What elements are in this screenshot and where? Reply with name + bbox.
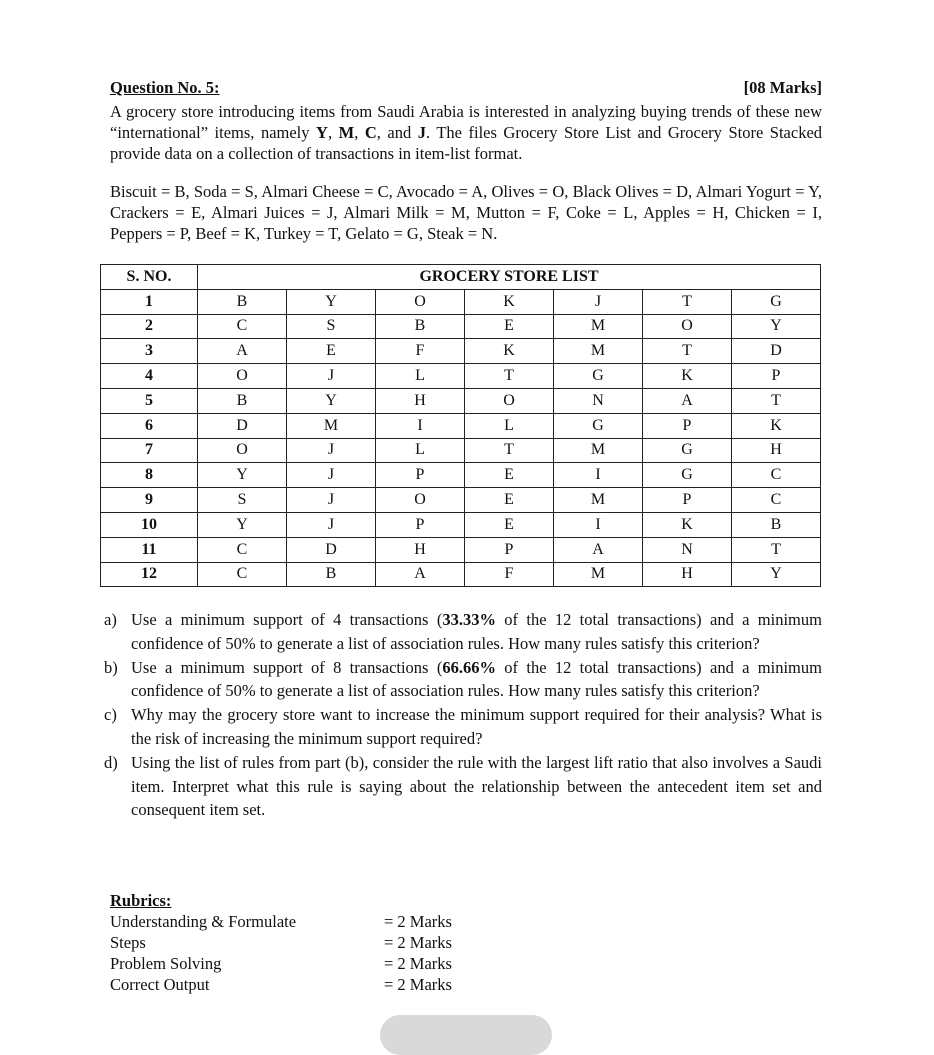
item-cell: P [732,364,821,389]
table-row [101,289,821,314]
item-cell: C [198,562,287,587]
table-row [101,562,821,587]
item-cell: B [198,388,287,413]
text: of the 12 total transactions) and a minimum confidence of 50% to generate a list of association rules. How many rules satisfy this criterion? [131,657,822,701]
part-text: Using the list of rules from part (b), consider the rule with the largest lift ratio that also involves a Saudi item. Interpret what this rule is saying about the relationship between the antecedent item set and consequent item set. [131,752,822,820]
item-cell: E [465,512,554,537]
table-row [101,438,821,463]
row-number: 11 [101,537,198,562]
rubric-label: Understanding & Formulate [110,912,297,931]
item-cell: C [198,537,287,562]
item-cell: K [465,339,554,364]
item-cell: J [287,488,376,513]
item-cell: S [198,488,287,513]
item-m: M [338,123,355,142]
item-cell: O [465,388,554,413]
text: Use a minimum support of 8 transactions ( [131,657,443,677]
item-cell: S [287,314,376,339]
rubric-row [110,953,452,974]
part-d [104,751,822,822]
item-cell: G [643,463,732,488]
scroll-handle[interactable] [380,1015,552,1055]
item-cell: G [554,364,643,389]
part-text [131,608,822,656]
text: of the 12 total transactions) and a minimum confidence of 50% to generate a list of association rules. How many rules satisfy this criterion? [131,610,822,653]
table-row [101,463,821,488]
item-cell: L [465,413,554,438]
item-cell: T [465,438,554,463]
table-row [101,388,821,413]
sep: , and [376,123,418,142]
item-c: C [364,123,377,142]
rubric-value: = 2 Marks [384,954,452,973]
item-cell: K [465,289,554,314]
item-cell: J [554,289,643,314]
item-cell: T [465,364,554,389]
item-cell: P [465,537,554,562]
row-number: 4 [101,364,198,389]
item-cell: J [287,463,376,488]
item-cell: Y [732,562,821,587]
row-number: 12 [101,562,198,587]
item-cell: C [732,463,821,488]
table-row [101,314,821,339]
item-cell: E [465,314,554,339]
rubrics [110,890,452,995]
item-cell: F [376,339,465,364]
rubric-row [110,911,452,932]
table-row [101,339,821,364]
rubric-label: Correct Output [110,975,210,994]
rubric-value: = 2 Marks [384,933,452,952]
item-cell: T [732,537,821,562]
item-cell: O [198,438,287,463]
item-cell: D [287,537,376,562]
item-cell: T [643,339,732,364]
row-number: 5 [101,388,198,413]
question-marks: [08 Marks] [743,78,822,97]
part-label: a) [104,610,117,629]
table-row [101,364,821,389]
item-cell: P [376,512,465,537]
row-number: 3 [101,339,198,364]
item-cell: G [643,438,732,463]
item-cell: C [732,488,821,513]
support-percent: 33.33% [442,610,496,629]
part-b [104,656,822,704]
item-cell: K [643,512,732,537]
item-cell: G [554,413,643,438]
table-row [101,537,821,562]
item-cell: I [376,413,465,438]
item-cell: A [554,537,643,562]
item-cell: D [732,339,821,364]
item-cell: Y [732,314,821,339]
item-cell: B [376,314,465,339]
row-number: 8 [101,463,198,488]
item-cell: J [287,512,376,537]
item-cell: O [643,314,732,339]
item-cell: N [643,537,732,562]
part-c [104,703,822,751]
item-cell: I [554,512,643,537]
item-cell: C [198,314,287,339]
item-cell: Y [287,289,376,314]
item-cell: L [376,438,465,463]
item-cell: H [376,388,465,413]
item-y: Y [316,123,328,142]
rubric-row [110,932,452,953]
item-cell: B [287,562,376,587]
item-legend: Biscuit = B, Soda = S, Almari Cheese = C, Avocado = A, Olives = O, Black Olives = D, Almari Yogurt = Y, Crackers = E, Almari Juices = J, Almari Milk = M, Mutton = F, Coke = L, Apples = H, Chicken = I, Peppers = P, Beef = K, Turkey = T, Gelato = G, Steak = N. [110,182,822,243]
item-cell: G [732,289,821,314]
item-cell: H [643,562,732,587]
intro-paragraph [110,101,822,164]
part-label: b) [104,657,118,677]
item-cell: B [732,512,821,537]
item-cell: B [198,289,287,314]
item-cell: F [465,562,554,587]
item-cell: M [554,438,643,463]
item-cell: M [287,413,376,438]
item-cell: P [643,413,732,438]
row-number: 1 [101,289,198,314]
item-j: J [417,123,426,142]
part-label: d) [104,752,118,772]
item-cell: P [376,463,465,488]
support-percent: 66.66% [442,657,496,677]
item-cell: A [198,339,287,364]
item-cell: M [554,339,643,364]
item-cell: M [554,314,643,339]
row-number: 6 [101,413,198,438]
item-cell: N [554,388,643,413]
question-header [110,78,822,98]
table-row [101,413,821,438]
intro-text: . The files Grocery Store List and Grocery Store Stacked provide data on a collection of transactions in item-list format. [110,123,823,163]
item-cell: K [732,413,821,438]
item-cell: J [287,364,376,389]
item-cell: Y [198,512,287,537]
table-row [101,488,821,513]
sep: , [354,123,365,142]
item-cell: H [376,537,465,562]
item-cell: A [643,388,732,413]
item-cell: K [643,364,732,389]
item-cell: O [376,488,465,513]
row-number: 10 [101,512,198,537]
rubric-row [110,974,452,995]
part-text [131,656,822,704]
grocery-table [100,264,821,587]
part-label: c) [104,705,117,725]
item-cell: L [376,364,465,389]
item-cell: D [198,413,287,438]
rubric-label: Steps [110,933,146,952]
item-cell: E [465,488,554,513]
item-cell: T [643,289,732,314]
item-cell: I [554,463,643,488]
rubric-value: = 2 Marks [384,975,452,994]
item-cell: T [732,388,821,413]
sep: , [327,123,339,142]
item-cell: O [376,289,465,314]
part-text: Why may the grocery store want to increase the minimum support required for their analysis? What is the risk of increasing the minimum support required? [131,705,822,748]
intro-text: A grocery store introducing items from Saudi Arabia is interested in analyzing buying trends of these new “international” items, namely [110,102,822,142]
header-list: GROCERY STORE LIST [198,265,821,290]
item-cell: A [376,562,465,587]
rubric-value: = 2 Marks [384,912,452,931]
row-number: 7 [101,438,198,463]
part-a [104,608,822,656]
row-number: 2 [101,314,198,339]
item-cell: H [732,438,821,463]
item-cell: O [198,364,287,389]
header-sno: S. NO. [101,265,198,290]
item-cell: M [554,488,643,513]
rubric-label: Problem Solving [110,954,222,973]
question-title: Question No. 5: [110,78,220,97]
item-cell: E [465,463,554,488]
item-cell: E [287,339,376,364]
item-cell: Y [198,463,287,488]
text: Use a minimum support of 4 transactions ( [131,610,443,629]
row-number: 9 [101,488,198,513]
item-cell: P [643,488,732,513]
item-cell: Y [287,388,376,413]
item-cell: M [554,562,643,587]
item-cell: J [287,438,376,463]
table-row [101,512,821,537]
rubrics-title: Rubrics: [110,891,172,910]
question-parts [104,608,822,822]
